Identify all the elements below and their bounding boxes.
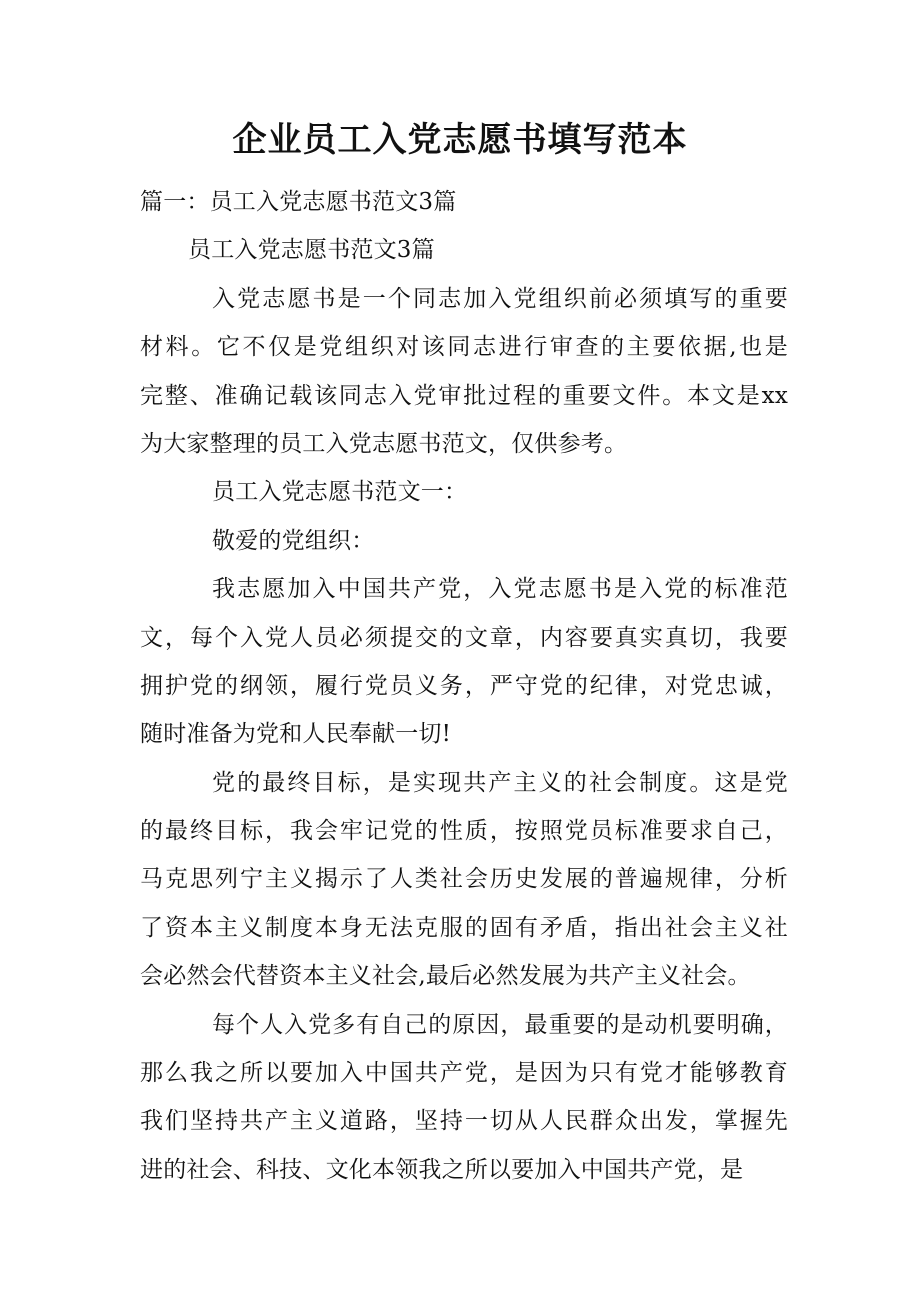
paragraph-line: 马克思列宁主义揭示了人类社会历史发展的普遍规律，分析: [140, 866, 788, 893]
paragraph: [140, 275, 800, 469]
paragraph-line: 为大家整理的员工入党志愿书范文，仅供参考。: [140, 430, 628, 457]
document-title: 企业员工入党志愿书填写范本: [232, 120, 688, 160]
paragraph-line: 材料。它不仅是党组织对该同志进行审查的主要依据,也是: [140, 334, 788, 361]
paragraph-line: 拥护党的纲领，履行党员义务，严守党的纪律，对党忠诚，: [140, 672, 788, 699]
paragraph-line: 我志愿加入中国共产党，入党志愿书是入党的标准范: [212, 576, 788, 603]
paragraph-line: 员工入党志愿书范文一：: [212, 479, 468, 506]
document-body: [140, 178, 800, 1194]
paragraph-line: 我们坚持共产主义道路，坚持一切从人民群众出发，掌握先: [140, 1108, 788, 1135]
paragraph-line: 会必然会代替资本主义社会,最后必然发展为共产主义社会。: [140, 963, 751, 990]
paragraph: [140, 1001, 800, 1195]
paragraph-line: 每个人入党多有自己的原因，最重要的是动机要明确，: [212, 1011, 788, 1038]
paragraph-line: 了资本主义制度本身无法克服的固有矛盾，指出社会主义社: [140, 914, 788, 941]
paragraph: [140, 517, 800, 565]
paragraph-line: 完整、准确记载该同志入党审批过程的重要文件。本文是xx: [140, 382, 788, 409]
paragraph-line: 那么我之所以要加入中国共产党，是因为只有党才能够教育: [140, 1060, 788, 1087]
paragraph-line: 敬爱的党组织：: [212, 527, 375, 554]
section-heading: 篇一：员工入党志愿书范文3篇: [140, 189, 457, 215]
subheading: 员工入党志愿书范文3篇: [188, 237, 435, 264]
paragraph-line: 随时准备为党和人民奉献一切!: [140, 721, 452, 748]
paragraph: [140, 468, 800, 516]
paragraph-line: 的最终目标，我会牢记党的性质，按照党员标准要求自己，: [140, 818, 788, 845]
paragraph-line: 入党志愿书是一个同志加入党组织前必须填写的重要: [212, 285, 788, 312]
paragraph: [140, 759, 800, 1001]
paragraphs: [140, 275, 800, 1194]
paragraph-line: 党的最终目标，是实现共产主义的社会制度。这是党: [212, 769, 788, 796]
paragraph: [140, 565, 800, 759]
paragraph-line: 文，每个入党人员必须提交的文章，内容要真实真切，我要: [140, 624, 788, 651]
paragraph-line: 进的社会、科技、文化本领我之所以要加入中国共产党，是: [140, 1156, 744, 1183]
